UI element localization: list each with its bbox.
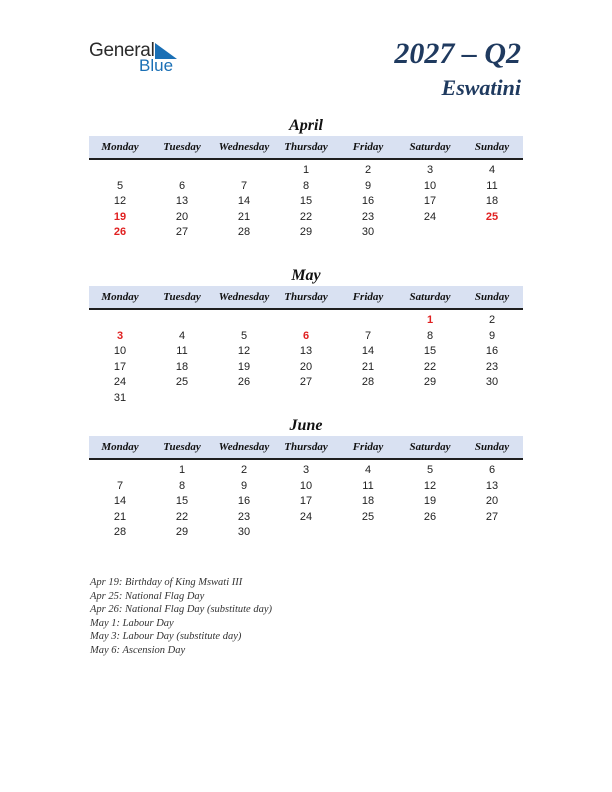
date-cell: 21: [237, 210, 251, 223]
country-name: Eswatini: [441, 75, 521, 100]
date-cell: 18: [175, 360, 189, 373]
holiday-note: May 6: Ascension Day: [90, 644, 186, 656]
date-cell: [89, 313, 151, 329]
weekday-label: Wednesday: [218, 291, 270, 303]
month-april: [89, 116, 523, 241]
weekday-label: Saturday: [409, 441, 451, 453]
holiday-date: 3: [116, 329, 124, 342]
week-row: [89, 510, 523, 526]
week-row: [89, 163, 523, 179]
date-cell: 20: [175, 210, 189, 223]
month-may: [89, 266, 523, 406]
date-cell: 2: [364, 164, 372, 176]
holiday-note: May 1: Labour Day: [90, 617, 174, 629]
date-cell: [337, 525, 399, 541]
date-cell: [151, 391, 213, 407]
date-cell: 23: [485, 360, 499, 373]
date-cell: 28: [237, 226, 251, 238]
week-row: [89, 479, 523, 495]
date-cell: 16: [361, 195, 375, 207]
date-cell: [275, 391, 337, 407]
date-cell: [151, 163, 213, 179]
holiday-date: 26: [113, 226, 127, 238]
date-cell: 12: [113, 195, 127, 207]
weekday-label: Monday: [101, 141, 139, 153]
date-cell: 21: [113, 510, 127, 523]
holiday-date: 19: [113, 210, 127, 223]
month-title: April: [289, 117, 323, 134]
date-cell: 4: [364, 464, 372, 476]
logo-word-general: General: [89, 40, 155, 61]
date-cell: 25: [361, 510, 375, 523]
date-cell: 27: [485, 510, 499, 523]
date-cell: 26: [237, 376, 251, 388]
date-cell: 19: [423, 495, 437, 507]
date-cell: 7: [240, 179, 248, 192]
date-cell: 9: [364, 179, 372, 192]
date-cell: 5: [240, 329, 248, 342]
weekday-label: Wednesday: [218, 141, 270, 153]
date-cell: 8: [426, 329, 434, 342]
date-cell: 11: [176, 345, 188, 357]
weekday-label: Wednesday: [218, 441, 270, 453]
date-cell: 13: [175, 195, 189, 207]
date-cell: 17: [423, 195, 437, 207]
date-cell: 30: [485, 376, 499, 388]
date-cell: 9: [488, 329, 496, 342]
weekday-label: Tuesday: [163, 291, 201, 303]
date-cell: [213, 313, 275, 329]
date-cell: 24: [113, 376, 127, 388]
weekday-label: Saturday: [409, 291, 451, 303]
date-cell: 10: [423, 179, 437, 192]
date-cell: 5: [426, 464, 434, 476]
week-row: [89, 360, 523, 376]
date-cell: 16: [485, 345, 499, 357]
date-cell: [399, 225, 461, 241]
date-cell: 22: [175, 510, 189, 523]
date-cell: 14: [237, 195, 251, 207]
date-cell: 2: [240, 464, 248, 476]
date-cell: 30: [237, 526, 251, 538]
holiday-notes: [90, 576, 490, 657]
date-cell: 23: [237, 510, 251, 523]
holiday-note: Apr 25: National Flag Day: [90, 590, 205, 602]
weekday-header-row: [89, 136, 523, 160]
date-cell: 18: [485, 195, 499, 207]
date-cell: 24: [299, 510, 313, 523]
date-cell: 27: [299, 376, 313, 388]
weekday-header-row: [89, 436, 523, 460]
date-cell: 10: [299, 479, 313, 492]
date-cell: 15: [423, 345, 437, 357]
weekday-label: Saturday: [409, 141, 451, 153]
weekday-label: Friday: [352, 291, 384, 303]
date-cell: [89, 463, 151, 479]
week-row: [89, 329, 523, 345]
date-cell: 21: [361, 360, 375, 373]
page-title: 2027 – Q2: [394, 37, 521, 70]
date-cell: 30: [361, 226, 375, 238]
holiday-date: 1: [426, 314, 434, 326]
date-cell: 6: [178, 179, 186, 192]
date-cell: [275, 313, 337, 329]
week-row: [89, 344, 523, 360]
date-cell: 11: [362, 479, 374, 492]
week-row: [89, 194, 523, 210]
week-row: [89, 463, 523, 479]
holiday-note: May 3: Labour Day (substitute day): [90, 631, 242, 642]
month-title: May: [291, 267, 321, 284]
date-cell: 22: [299, 210, 313, 223]
date-cell: [461, 391, 523, 407]
date-cell: [461, 525, 523, 541]
date-cell: [275, 525, 337, 541]
week-row: [89, 391, 523, 407]
date-cell: [399, 391, 461, 407]
date-cell: 19: [237, 360, 251, 373]
month-june: [89, 416, 523, 541]
weekday-label: Tuesday: [163, 441, 201, 453]
date-cell: 8: [302, 179, 310, 192]
date-cell: 14: [361, 345, 375, 357]
date-cell: 6: [488, 464, 496, 476]
holiday-date: 25: [485, 210, 499, 223]
date-cell: [399, 525, 461, 541]
date-cell: 15: [175, 495, 189, 507]
logo-word-blue: Blue: [139, 56, 174, 75]
date-cell: 14: [113, 495, 127, 507]
date-cell: 24: [423, 210, 437, 223]
date-cell: 8: [178, 479, 186, 492]
date-cell: 25: [175, 376, 189, 388]
logo: [89, 40, 189, 76]
week-row: [89, 179, 523, 195]
date-cell: 4: [178, 329, 186, 342]
date-cell: 20: [485, 495, 499, 507]
weekday-label: Sunday: [474, 291, 510, 303]
date-cell: 27: [175, 226, 189, 238]
date-cell: 7: [116, 479, 124, 492]
date-cell: 22: [423, 360, 437, 373]
date-cell: [89, 163, 151, 179]
date-cell: 29: [423, 376, 437, 388]
week-row: [89, 225, 523, 241]
date-cell: 28: [113, 526, 127, 538]
date-cell: 2: [488, 314, 496, 326]
date-cell: [337, 313, 399, 329]
date-cell: [213, 163, 275, 179]
date-cell: 3: [302, 464, 310, 476]
date-cell: [461, 225, 523, 241]
week-row: [89, 313, 523, 329]
weekday-label: Friday: [352, 141, 384, 153]
weekday-label: Monday: [101, 291, 139, 303]
date-cell: 29: [175, 526, 189, 538]
date-cell: [337, 391, 399, 407]
weekday-label: Sunday: [474, 441, 510, 453]
weekday-label: Friday: [352, 441, 384, 453]
date-cell: 11: [486, 179, 498, 192]
weekday-header-row: [89, 286, 523, 310]
date-cell: 29: [299, 226, 313, 238]
date-cell: 17: [299, 495, 313, 507]
date-cell: 28: [361, 376, 375, 388]
weekday-label: Thursday: [284, 441, 328, 453]
week-row: [89, 375, 523, 391]
date-cell: 10: [113, 345, 127, 357]
date-cell: 1: [302, 164, 310, 176]
month-title: June: [289, 417, 323, 434]
weekday-label: Thursday: [284, 141, 328, 153]
date-cell: 18: [361, 495, 375, 507]
week-row: [89, 210, 523, 226]
date-cell: 31: [113, 391, 127, 404]
weekday-label: Sunday: [474, 141, 510, 153]
date-cell: 17: [113, 360, 127, 373]
holiday-note: Apr 19: Birthday of King Mswati III: [90, 577, 243, 588]
date-cell: 4: [488, 164, 496, 176]
weekday-label: Tuesday: [163, 141, 201, 153]
date-cell: 26: [423, 510, 437, 523]
weekday-label: Monday: [101, 441, 139, 453]
date-cell: 15: [299, 195, 313, 207]
date-cell: 9: [240, 479, 248, 492]
date-cell: 7: [364, 329, 372, 342]
holiday-date: 6: [302, 329, 310, 342]
date-cell: 1: [178, 464, 186, 476]
week-row: [89, 494, 523, 510]
date-cell: 12: [237, 345, 251, 357]
date-cell: 16: [237, 495, 251, 507]
date-cell: 23: [361, 210, 375, 223]
week-row: [89, 525, 523, 541]
date-cell: 13: [485, 479, 499, 492]
date-cell: 12: [423, 479, 437, 492]
date-cell: [151, 313, 213, 329]
date-cell: 20: [299, 360, 313, 373]
date-cell: 3: [426, 164, 434, 176]
date-cell: [213, 391, 275, 407]
date-cell: 13: [299, 345, 313, 357]
date-cell: 5: [116, 179, 124, 192]
weekday-label: Thursday: [284, 291, 328, 303]
holiday-note: Apr 26: National Flag Day (substitute day): [90, 604, 272, 615]
